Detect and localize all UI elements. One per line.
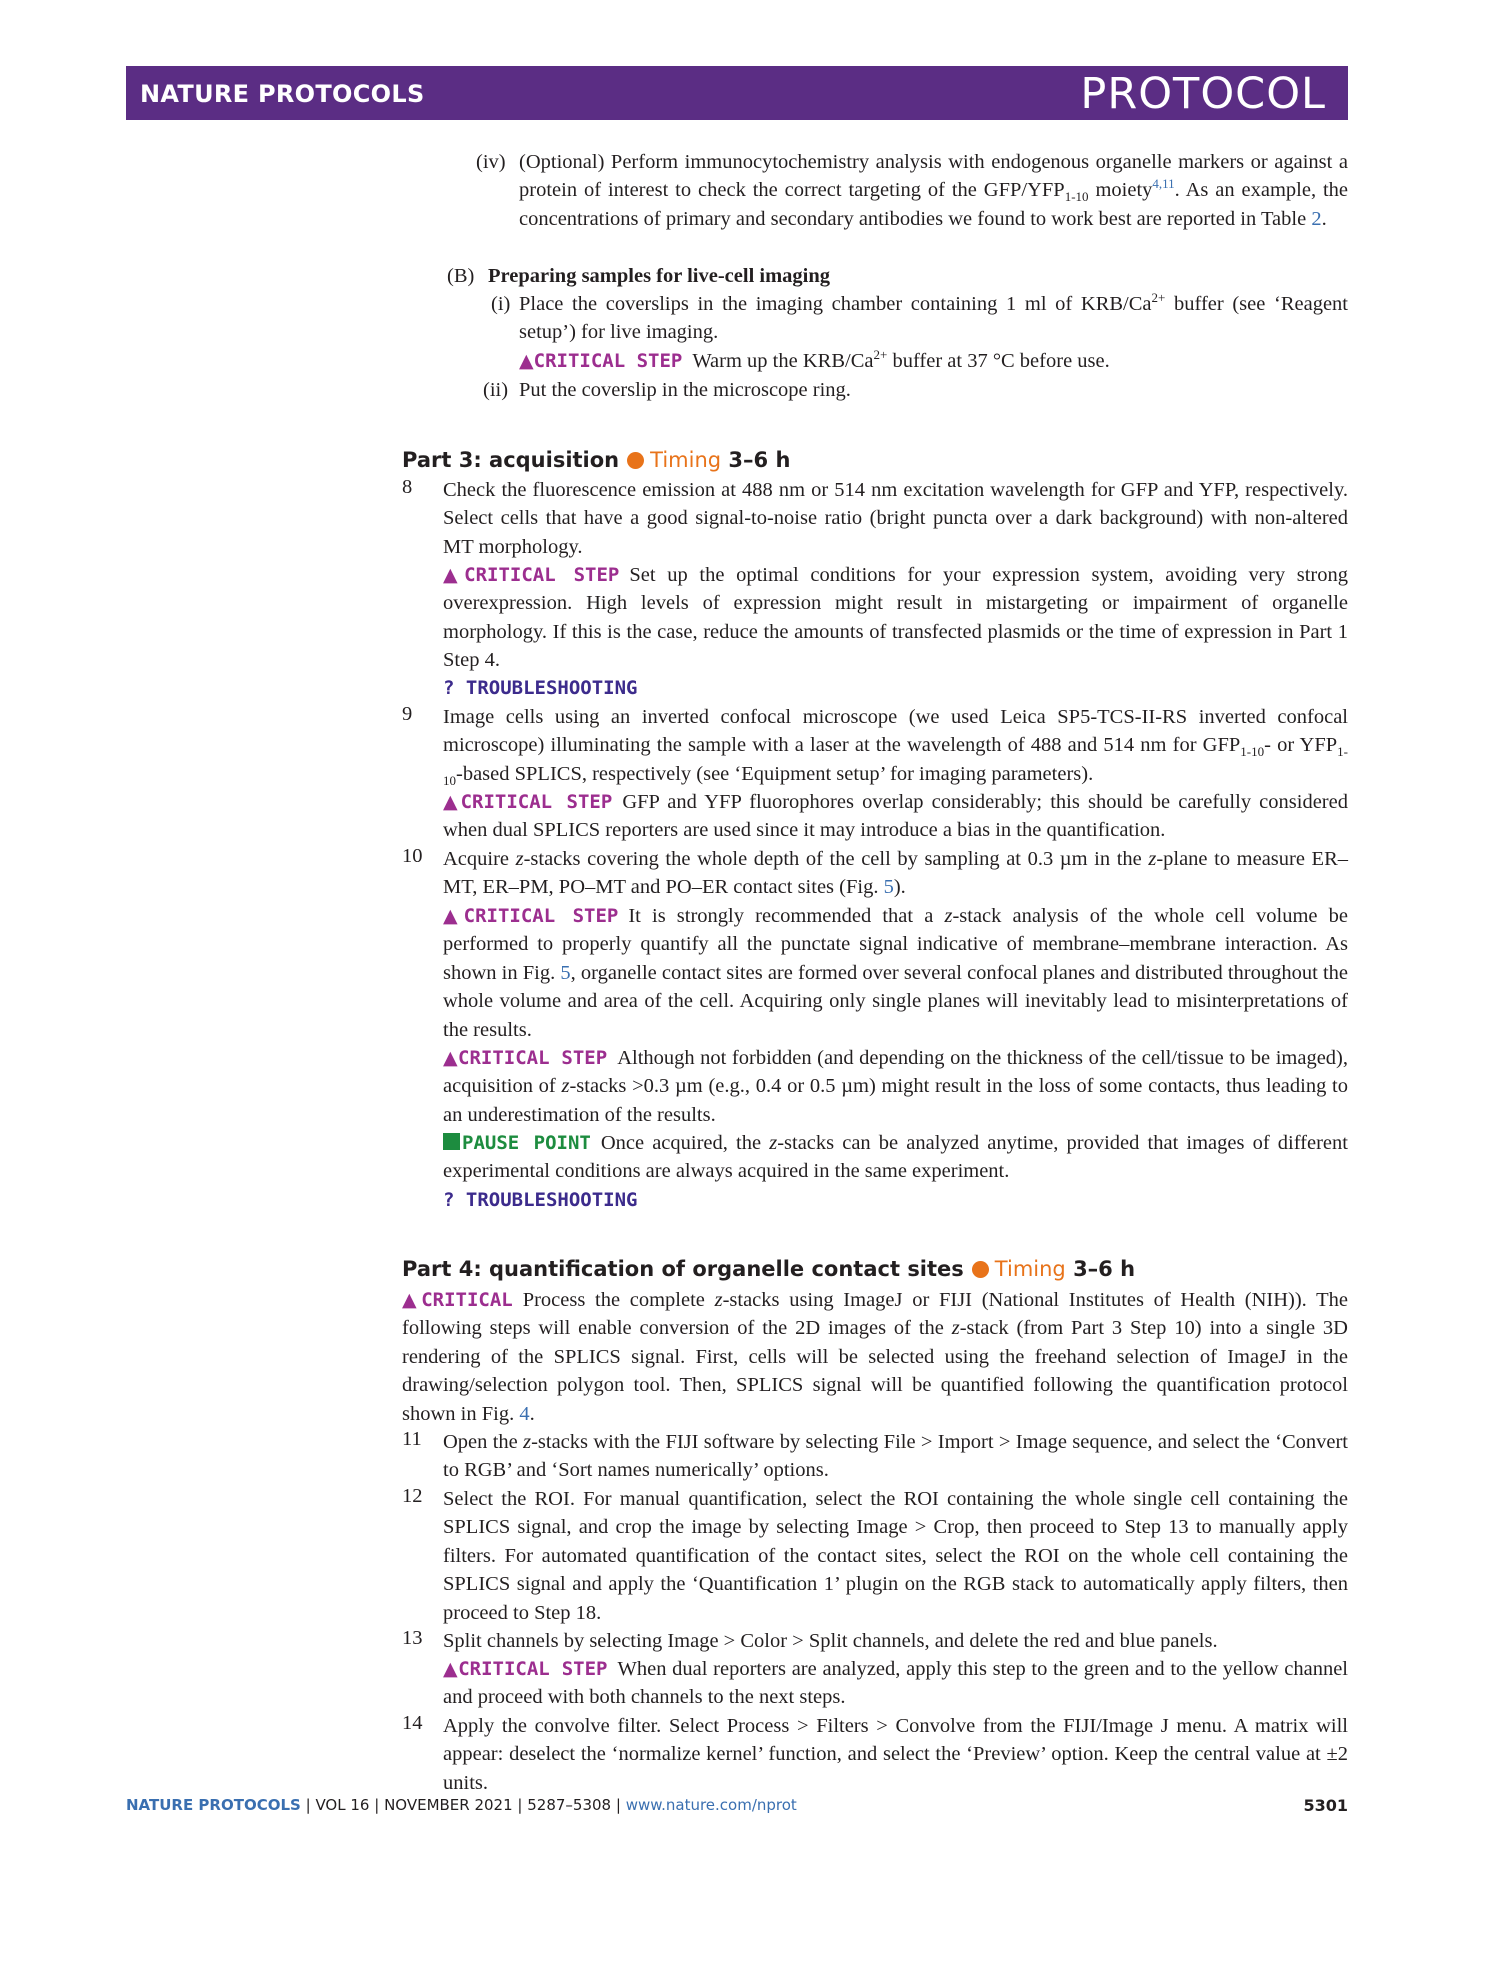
troubleshooting-link[interactable]: ? TROUBLESHOOTING: [443, 1189, 638, 1211]
step-10-critical-1: ▲CRITICAL STEP It is strongly recommended that a z-stack analysis of the whole cell volume be performed to properly quantify all the punctate signal indicative of membrane–membrane interaction. As shown in Fig. 5, organelle contact sites are formed over several confocal planes and distributed throughout the whole volume and area of the cell. Acquiring only single planes will inevitably lead to misinterpretations of the results.: [443, 905, 1348, 1041]
footer-volume: VOL 16: [315, 1796, 370, 1814]
critical-label: ▲CRITICAL: [402, 1289, 513, 1311]
page-number: 5301: [1303, 1796, 1348, 1815]
step-iv-text: (Optional) Perform immunocytochemistry analysis with endogenous organelle markers or against a protein of interest to check the correct targeting of the GFP/$YFP_{1-10}$ moiety$^{4,11}$. As an example, the concentrations of primary and secondary antibodies we found to work best are reported in Table 2.: [519, 151, 1349, 230]
footer-journal: NATURE PROTOCOLS: [126, 1796, 301, 1814]
timing-dot-icon: [972, 1261, 989, 1278]
step-9-number: 9: [402, 703, 413, 725]
critical-step-label: ▲CRITICAL STEP: [519, 350, 683, 372]
step-10-critical-2: ▲CRITICAL STEP Although not forbidden (and depending on the thickness of the cell/tissue to be imaged), acquisition of z-stacks >0.3 µm (e.g., 0.4 or 0.5 µm) might result in the loss of some contacts, thus leading to an underestimation of the results.: [443, 1047, 1348, 1126]
step-13-number: 13: [402, 1627, 423, 1649]
step-8-text: Check the fluorescence emission at 488 nm or 514 nm excitation wavelength for GFP and YFP, respectively. Select cells that have a good signal-to-noise ratio (bright puncta over a dark background) with non-altered MT morphology.: [443, 479, 1348, 558]
step-9-critical: ▲CRITICAL STEP GFP and YFP fluorophores overlap considerably; this should be carefully considered when dual SPLICS reporters are used since it may introduce a bias in the quantification.: [443, 791, 1348, 842]
step-13-critical: ▲CRITICAL STEP When dual reporters are analyzed, apply this step to the green and to the yellow channel and proceed with both channels to the next steps.: [443, 1658, 1348, 1709]
step-8-critical: ▲CRITICAL STEP Set up the optimal conditions for your expression system, avoiding very strong overexpression. High levels of expression might result in mistargeting or impairment of organelle morphology. If this is the case, reduce the amounts of transfected plasmids or the time of expression in Part 1 Step 4.: [443, 564, 1348, 672]
pause-square-icon: [443, 1133, 460, 1150]
critical-step-label: ▲CRITICAL STEP: [443, 564, 620, 586]
figure-ref[interactable]: 5: [883, 876, 894, 899]
part4-critical-intro: ▲CRITICAL Process the complete z-stacks using ImageJ or FIJI (National Institutes of Health (NIH)). The following steps will enable conversion of the 2D images of the z-stack (from Part 3 Step 10) into a single 3D rendering of the SPLICS signal. First, cells will be selected using the freehand selection of ImageJ in the drawing/selection polygon tool. Then, SPLICS signal will be quantified following the quantification protocol shown in Fig. 4.: [402, 1289, 1348, 1425]
step-10-number: 10: [402, 845, 423, 867]
footer-url-link[interactable]: www.nature.com/nprot: [625, 1796, 797, 1814]
footer-date: NOVEMBER 2021: [384, 1796, 513, 1814]
step-12-text: Select the ROI. For manual quantification, select the ROI containing the whole single cell containing the SPLICS signal, and crop the image by selecting Image > Crop, then proceed to Step 13 to manually apply filters. For automated quantification of the contact sites, select the ROI on the whole cell containing the SPLICS signal and apply the ‘Quantification 1’ plugin on the RGB stack to automatically apply filters, then proceed to Step 18.: [443, 1488, 1348, 1624]
step-i-critical: ▲CRITICAL STEP Warm up the KRB/$Ca^{2+}$ buffer at 37 °C before use.: [519, 347, 1110, 372]
pause-point-label: PAUSE POINT: [443, 1132, 591, 1154]
table-ref[interactable]: 2: [1311, 207, 1322, 230]
critical-step-label: ▲CRITICAL STEP: [443, 1658, 608, 1680]
page-footer: NATURE PROTOCOLS | VOL 16 | NOVEMBER 2021 | 5287–5308 | www.nature.com/nprot 5301: [126, 1796, 1348, 1815]
step-i-number: (i): [491, 293, 511, 315]
timing-dot-icon: [627, 452, 644, 469]
figure-ref[interactable]: 5: [560, 961, 571, 984]
step-i-text: Place the coverslips in the imaging chamber containing 1 ml of KRB/$Ca^{2+}$ buffer (see ‘Reagent setup’) for live imaging.: [519, 290, 1348, 344]
step-12-number: 12: [402, 1485, 423, 1507]
step-14-number: 14: [402, 1712, 423, 1734]
troubleshooting-link[interactable]: ? TROUBLESHOOTING: [443, 677, 638, 699]
citation-ref[interactable]: 4,11: [1152, 176, 1175, 192]
figure-ref[interactable]: 4: [519, 1402, 530, 1425]
page-header: [126, 66, 1348, 120]
critical-step-label: ▲CRITICAL STEP: [443, 905, 619, 927]
section-b-number: (B): [447, 265, 475, 287]
step-9-text: Image cells using an inverted confocal microscope (we used Leica SP5-TCS-II-RS inverted confocal microscope) illuminating the sample with a laser at the wavelength of 488 and 514 nm for $GFP_{1-10}-$ or $YFP_{1-10}$-based SPLICS, respectively (see ‘Equipment setup’ for imaging parameters).: [443, 706, 1349, 788]
step-iv-number: (iv): [476, 151, 506, 173]
article-type: PROTOCOL: [1080, 69, 1326, 119]
step-10-text: Acquire z-stacks covering the whole depth of the cell by sampling at 0.3 µm in the z-plane to measure ER–MT, ER–PM, PO–MT and PO–ER contact sites (Fig. 5).: [443, 848, 1348, 899]
part3-heading: Part 3: acquisition Timing 3–6 h: [402, 448, 791, 472]
critical-step-label: ▲CRITICAL STEP: [443, 1047, 608, 1069]
step-11-text: Open the z-stacks with the FIJI software by selecting File > Import > Image sequence, and select the ‘Convert to RGB’ and ‘Sort names numerically’ options.: [443, 1431, 1348, 1482]
step-ii-number: (ii): [483, 379, 509, 401]
step-10-pause: PAUSE POINT Once acquired, the z-stacks can be analyzed anytime, provided that images of different experimental conditions are always acquired in the same experiment.: [443, 1132, 1348, 1183]
section-b-title: Preparing samples for live-cell imaging: [488, 265, 831, 287]
step-11-number: 11: [402, 1428, 422, 1450]
step-14-text: Apply the convolve filter. Select Process > Filters > Convolve from the FIJI/Image J menu. A matrix will appear: deselect the ‘normalize kernel’ function, and select the ‘Preview’ option. Keep the central value at ±2 units.: [443, 1715, 1348, 1794]
step-13-text: Split channels by selecting Image > Color > Split channels, and delete the red and blue panels.: [443, 1630, 1218, 1652]
journal-name: NATURE PROTOCOLS: [140, 80, 425, 108]
step-ii-text: Put the coverslip in the microscope ring.: [519, 379, 851, 401]
footer-pages: 5287–5308: [527, 1796, 612, 1814]
step-8-number: 8: [402, 476, 413, 498]
part4-heading: Part 4: quantification of organelle contact sites Timing 3–6 h: [402, 1257, 1136, 1281]
critical-step-label: ▲CRITICAL STEP: [443, 791, 613, 813]
